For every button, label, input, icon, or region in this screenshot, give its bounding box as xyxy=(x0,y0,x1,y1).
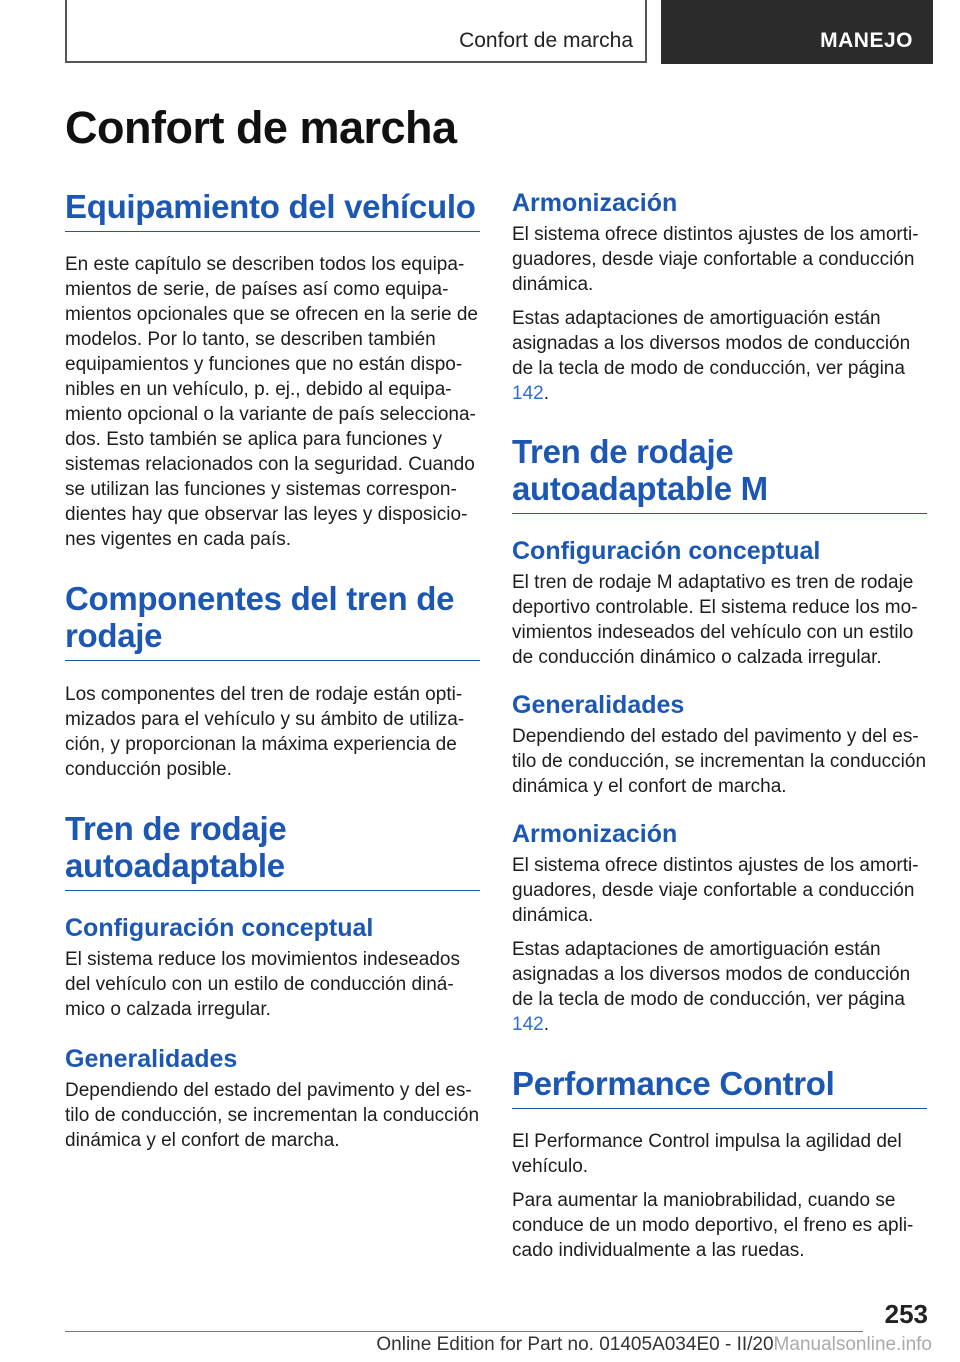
page-reference-link[interactable]: 142 xyxy=(512,383,544,404)
right-column xyxy=(512,188,927,1263)
page-number: 253 xyxy=(884,1299,928,1329)
paragraph-generalidades: Dependiendo del estado del pavimento y del estilo de conducción, se incrementan la conducción dinámica y el confort de marcha. xyxy=(65,1080,480,1151)
header-section-box xyxy=(65,0,647,63)
header-chapter-label: MANEJO xyxy=(820,29,913,52)
paragraph-performance-2: Para aumentar la maniobrabilidad, cuando se conduce de un modo deportivo, el freno es aplicado individualmente a las ruedas. xyxy=(512,1190,914,1261)
paragraph-armonizacion-1: El sistema ofrece distintos ajustes de los amortiguadores, desde viaje confortable a conducción dinámica. xyxy=(512,224,919,295)
section-title-equipamiento: Equipamiento del vehículo xyxy=(65,188,480,232)
subheading-generalidades-m: Generalidades xyxy=(512,691,685,719)
left-column xyxy=(65,188,480,1153)
header-chapter-tab xyxy=(661,0,933,64)
subheading-generalidades: Generalidades xyxy=(65,1045,238,1073)
page-reference-link[interactable]: 142 xyxy=(512,1014,544,1035)
section-title-tren-autoadaptable: Tren de rodaje autoadaptable xyxy=(65,810,480,891)
watermark: Manualsonline.info xyxy=(773,1334,932,1355)
paragraph-armonizacion-2: Estas adaptaciones de amortiguación están asignadas a los diversos modos de conducción de la tecla de modo de conducción, ver página 142. xyxy=(512,308,911,404)
paragraph-configuracion: El sistema reduce los movimientos indeseados del vehículo con un estilo de conducción dinámico o calzada irregular. xyxy=(65,949,460,1020)
paragraph-armonizacion-m-1: El sistema ofrece distintos ajustes de los amortiguadores, desde viaje confortable a conducción dinámica. xyxy=(512,855,919,926)
paragraph-performance-1: El Performance Control impulsa la agilidad del vehículo. xyxy=(512,1131,902,1177)
paragraph-equipamiento: En este capítulo se describen todos los equipamientos de serie, de países así como equipamientos opcionales que se ofrecen en la serie de modelos. Por lo tanto, se describen también equipamientos y funciones que no están disponibles en un vehículo, p. ej., debido al equipamiento opcional o la variante de país seleccionados. Esto también se aplica para funciones y sistemas relacionados con la seguridad. Cuando se utilizan las funciones y sistemas correspondientes hay que observar las leyes y disposiciones vigentes en cada país. xyxy=(65,254,478,550)
paragraph-configuracion-m: El tren de rodaje M adaptativo es tren de rodaje deportivo controlable. El sistema reduce los movimientos indeseados del vehículo con un estilo de conducción dinámico o calzada irregular. xyxy=(512,572,918,668)
subheading-armonizacion: Armonización xyxy=(512,189,678,217)
footer-divider xyxy=(65,1331,863,1332)
subheading-armonizacion-m: Armonización xyxy=(512,820,678,848)
subheading-configuracion: Configuración conceptual xyxy=(65,914,374,942)
header-section-title: Confort de marcha xyxy=(459,29,633,52)
paragraph-componentes: Los componentes del tren de rodaje están optimizados para el vehículo y su ámbito de utilización, y proporcionan la máxima experiencia de conducción posible. xyxy=(65,684,465,780)
subheading-configuracion-m: Configuración conceptual xyxy=(512,537,821,565)
section-title-performance-control: Performance Control xyxy=(512,1065,927,1109)
paragraph-generalidades-m: Dependiendo del estado del pavimento y del estilo de conducción, se incrementan la conducción dinámica y el confort de marcha. xyxy=(512,726,927,797)
page-title: Confort de marcha xyxy=(65,102,457,153)
footer-edition: Online Edition for Part no. 01405A034E0 - II/20Manualsonline.info xyxy=(376,1334,932,1355)
paragraph-armonizacion-m-2: Estas adaptaciones de amortiguación están asignadas a los diversos modos de conducción de la tecla de modo de conducción, ver página 142. xyxy=(512,939,911,1035)
section-title-tren-autoadaptable-m: Tren de rodaje autoadaptable M xyxy=(512,433,927,514)
section-title-componentes: Componentes del tren de rodaje xyxy=(65,580,480,661)
